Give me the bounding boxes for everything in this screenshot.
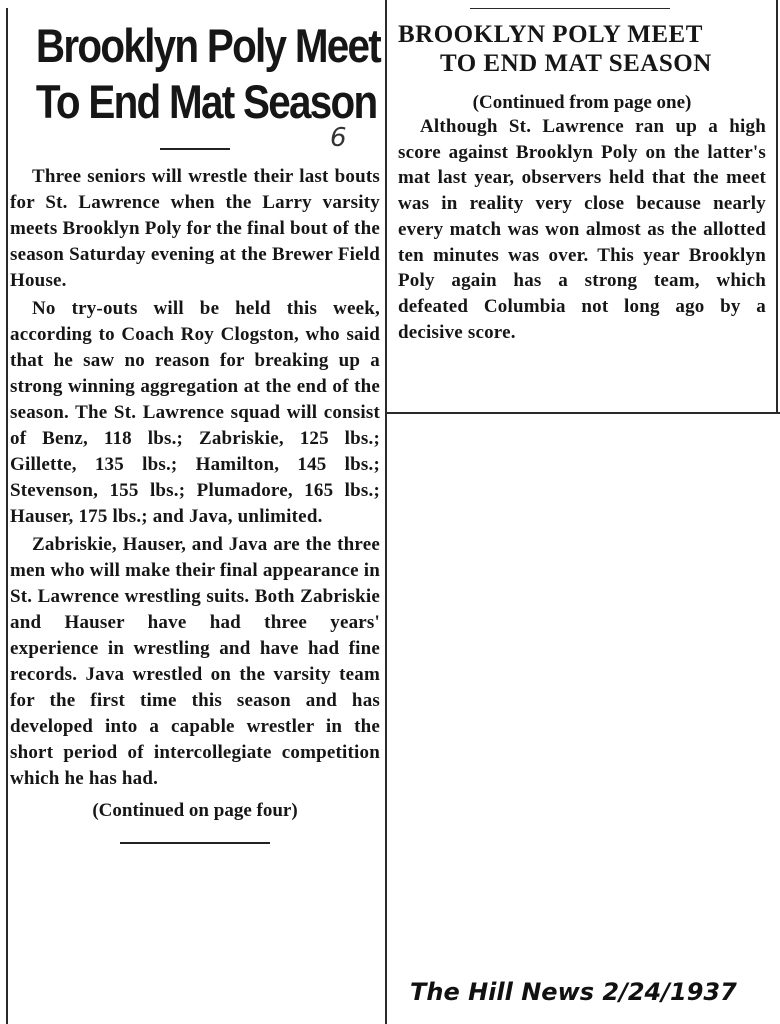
article-headline [35, 18, 381, 130]
article-paragraph-2: No try-outs will be held this week, according to Coach Roy Clogston, who said that he saw no reason for breaking up a strong winning aggregation at the end of the season. The St. Lawrence squad will consist of Benz, 118 lbs.; Zabriskie, 125 lbs.; Gillette, 135 lbs.; Hamilton, 145 lbs.; Stevenson, 155 lbs.; Plumadore, 165 lbs.; Hauser, 175 lbs.; and Java, unlimited. [10, 298, 380, 527]
article-paragraph-1: Three seniors will wrestle their last bouts for St. Lawrence when the Larry varsity meets Brooklyn Poly for the final bout of the season Saturday evening at the Brewer Field House. [10, 166, 380, 291]
continuation-paragraph: Although St. Lawrence ran up a high score against Brooklyn Poly on the latter's mat last year, observers held that the meet was in reality very close because nearly every match was won almost as the allotted ten minutes was over. This year Brooklyn Poly again has a strong team, which defeated Columbia not long ago by a decisive score. [398, 116, 766, 343]
headline-line-1: Brooklyn Poly Meet [35, 19, 381, 72]
continuation-headline-line-2: TO END MAT SEASON [440, 50, 712, 77]
article-body [10, 164, 380, 792]
source-caption: The Hill News 2/24/1937 [410, 978, 737, 1006]
article-paragraph-3: Zabriskie, Hauser, and Java are the three men who will make their final appearance in St. Lawrence wrestling suits. Both Zabriskie and Hauser have had three years' experience in wrestling and have had fine records. Java wrestled on the varsity team for the first time this season and has developed into a capable wrestler in the short period of intercollegiate competition which he has had. [10, 534, 380, 789]
right-clip-top-rule [470, 8, 670, 9]
left-article [10, 18, 380, 1024]
continued-on-notice: (Continued on page four) [92, 800, 298, 821]
center-column-rule [385, 0, 387, 1024]
handwritten-page-mark: 6 [330, 123, 347, 153]
continuation-article [398, 20, 766, 345]
right-clip-bottom-rule [387, 412, 780, 414]
footer-divider [120, 842, 270, 844]
left-column-rule [6, 8, 8, 1024]
headline-line-2: To End Mat Season [35, 75, 377, 128]
right-column-rule [776, 0, 778, 414]
continued-from-notice: (Continued from page one) [472, 92, 692, 113]
continuation-headline [398, 20, 766, 78]
headline-divider [160, 148, 230, 150]
continuation-headline-line-1: BROOKLYN POLY MEET [398, 21, 703, 48]
